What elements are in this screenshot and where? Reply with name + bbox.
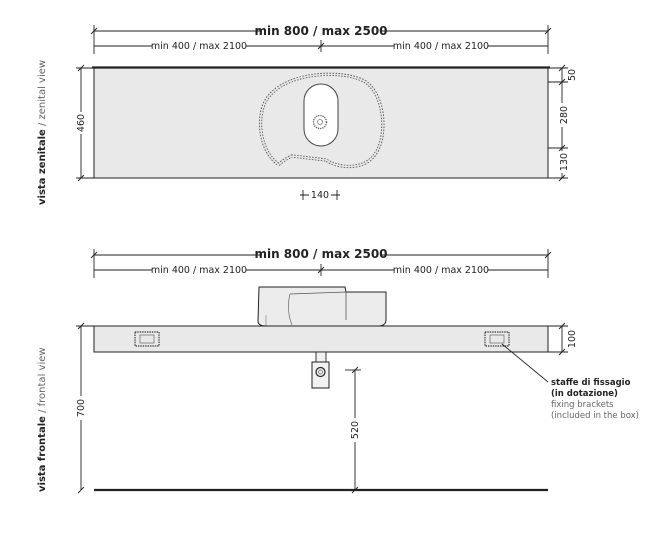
drain-height-label: 520 [350,420,361,440]
top-total-width-label: min 800 / max 2500 [254,24,388,38]
drain-height-dimension [345,367,361,493]
top-half-width-dimension [94,39,548,52]
front-view-title: vista frontale / frontal view [37,347,48,492]
top-right-dim-130: 130 [559,152,570,172]
front-total-width-label: min 800 / max 2500 [254,247,388,261]
front-right-half-label: min 400 / max 2100 [392,265,490,276]
top-left-half-label: min 400 / max 2100 [150,41,248,52]
front-thickness-label: 100 [567,329,578,349]
top-right-half-label: min 400 / max 2100 [392,41,490,52]
front-height-label: 700 [76,398,87,418]
front-height-dimension [72,323,94,493]
note-line-3: fixing brackets [551,400,614,410]
front-countertop [94,326,548,352]
front-basin [258,287,386,326]
drain-offset-dimension [300,188,340,201]
front-thickness-dimension [548,323,578,355]
note-line-2: (in dotazione) [551,389,618,399]
drain-offset-label: 140 [310,190,330,201]
front-left-half-label: min 400 / max 2100 [150,265,248,276]
note-line-4: (included in the box) [551,411,639,421]
top-view [37,22,578,205]
top-view-title: vista zenitale / zenital view [37,59,48,205]
top-depth-label: 460 [76,113,87,133]
drain-siphon [312,352,329,388]
top-right-dimensions [548,65,578,181]
top-right-dim-280: 280 [559,105,570,125]
top-right-dim-50: 50 [567,68,578,82]
note-line-1: staffe di fissagio [551,378,631,388]
front-half-width-dimension [94,263,548,276]
front-view [37,246,639,493]
top-depth-dimension [72,65,94,181]
